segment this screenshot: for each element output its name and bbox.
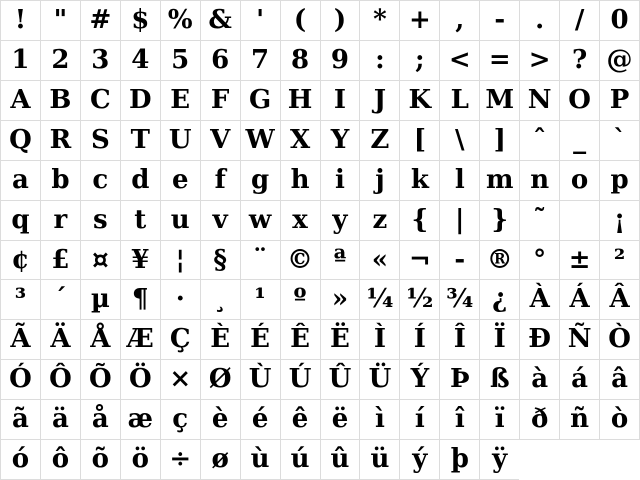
glyph-cell[interactable]: þ	[440, 440, 480, 480]
glyph-cell[interactable]: !	[1, 1, 41, 41]
glyph-cell[interactable]: é	[241, 400, 281, 440]
glyph-cell[interactable]: Ó	[1, 360, 41, 400]
glyph-cell[interactable]: ý	[400, 440, 440, 480]
glyph-cell[interactable]: C	[81, 81, 121, 121]
glyph-cell[interactable]: p	[600, 161, 640, 201]
glyph-cell[interactable]: °	[520, 241, 560, 281]
glyph-cell[interactable]: õ	[81, 440, 121, 480]
glyph-cell[interactable]: »	[321, 280, 361, 320]
glyph-cell[interactable]: 5	[161, 41, 201, 81]
glyph-cell[interactable]: t	[121, 201, 161, 241]
glyph-cell[interactable]: (	[281, 1, 321, 41]
glyph-cell[interactable]: ¼	[360, 280, 400, 320]
glyph-cell[interactable]: Õ	[81, 360, 121, 400]
glyph-cell[interactable]: ³	[1, 280, 41, 320]
glyph-cell[interactable]: V	[201, 121, 241, 161]
missing-cell	[599, 440, 640, 480]
glyph-cell[interactable]: É	[241, 320, 281, 360]
glyph-cell[interactable]: µ	[81, 280, 121, 320]
glyph-cell[interactable]: ¡	[600, 201, 640, 241]
glyph-cell[interactable]: #	[81, 1, 121, 41]
glyph-cell[interactable]: ù	[241, 440, 281, 480]
glyph-cell[interactable]: q	[1, 201, 41, 241]
glyph-cell[interactable]: Æ	[121, 320, 161, 360]
glyph-cell[interactable]: A	[1, 81, 41, 121]
glyph-cell[interactable]: E	[161, 81, 201, 121]
glyph-cell[interactable]: 2	[41, 41, 81, 81]
glyph-cell[interactable]: F	[201, 81, 241, 121]
glyph-cell[interactable]: .	[520, 1, 560, 41]
glyph-cell[interactable]: ?	[560, 41, 600, 81]
glyph-cell[interactable]: ×	[161, 360, 201, 400]
glyph-cell[interactable]: I	[321, 81, 361, 121]
glyph-cell[interactable]: À	[520, 280, 560, 320]
glyph-cell[interactable]: Ú	[281, 360, 321, 400]
glyph-cell[interactable]: ì	[360, 400, 400, 440]
glyph-cell[interactable]: ð	[520, 400, 560, 440]
glyph-cell[interactable]: 7	[241, 41, 281, 81]
glyph-cell[interactable]: ¨	[241, 241, 281, 281]
glyph-cell[interactable]: 8	[281, 41, 321, 81]
glyph-cell[interactable]: |	[440, 201, 480, 241]
glyph-cell[interactable]: Q	[1, 121, 41, 161]
glyph-cell[interactable]: P	[600, 81, 640, 121]
glyph-cell[interactable]: È	[201, 320, 241, 360]
glyph-cell[interactable]: Ä	[41, 320, 81, 360]
glyph-cell[interactable]: W	[241, 121, 281, 161]
glyph-cell[interactable]: z	[360, 201, 400, 241]
glyph-cell[interactable]: T	[121, 121, 161, 161]
glyph-cell[interactable]: %	[161, 1, 201, 41]
glyph-cell[interactable]: D	[121, 81, 161, 121]
glyph-cell[interactable]: ø	[201, 440, 241, 480]
glyph-cell[interactable]: "	[41, 1, 81, 41]
glyph-cell[interactable]: è	[201, 400, 241, 440]
glyph-cell[interactable]: d	[121, 161, 161, 201]
glyph-cell[interactable]: î	[440, 400, 480, 440]
glyph-cell[interactable]: £	[41, 241, 81, 281]
glyph-cell[interactable]: §	[201, 241, 241, 281]
glyph-cell[interactable]: Ý	[400, 360, 440, 400]
glyph-cell[interactable]: Þ	[440, 360, 480, 400]
glyph-cell[interactable]: Ô	[41, 360, 81, 400]
glyph-cell[interactable]: Ã	[1, 320, 41, 360]
glyph-cell[interactable]: ¹	[241, 280, 281, 320]
glyph-cell[interactable]: Ù	[241, 360, 281, 400]
glyph-cell[interactable]: ß	[480, 360, 520, 400]
glyph-cell[interactable]: Í	[400, 320, 440, 360]
glyph-cell[interactable]: ¤	[81, 241, 121, 281]
glyph-cell[interactable]: >	[520, 41, 560, 81]
glyph-cell[interactable]: *	[360, 1, 400, 41]
glyph-cell[interactable]: <	[440, 41, 480, 81]
glyph-cell[interactable]: Ê	[281, 320, 321, 360]
glyph-cell[interactable]: R	[41, 121, 81, 161]
glyph-cell[interactable]: 0	[600, 1, 640, 41]
glyph-cell[interactable]: ó	[1, 440, 41, 480]
glyph-cell[interactable]: c	[81, 161, 121, 201]
glyph-cell[interactable]: N	[520, 81, 560, 121]
glyph-cell[interactable]: Ç	[161, 320, 201, 360]
glyph-cell[interactable]: u	[161, 201, 201, 241]
glyph-cell[interactable]: å	[81, 400, 121, 440]
glyph-cell[interactable]: á	[560, 360, 600, 400]
glyph-cell[interactable]: û	[321, 440, 361, 480]
glyph-cell[interactable]: '	[241, 1, 281, 41]
glyph-cell[interactable]: +	[400, 1, 440, 41]
glyph-cell[interactable]: ã	[1, 400, 41, 440]
glyph-cell[interactable]: _	[560, 121, 600, 161]
glyph-cell[interactable]: Ö	[121, 360, 161, 400]
glyph-cell[interactable]: r	[41, 201, 81, 241]
glyph-cell[interactable]: í	[400, 400, 440, 440]
glyph-cell[interactable]: L	[440, 81, 480, 121]
glyph-cell[interactable]: }	[480, 201, 520, 241]
glyph-cell[interactable]: 4	[121, 41, 161, 81]
glyph-cell[interactable]: /	[560, 1, 600, 41]
glyph-cell[interactable]: Ø	[201, 360, 241, 400]
glyph-cell[interactable]: -	[440, 241, 480, 281]
glyph-cell[interactable]: ¶	[121, 280, 161, 320]
glyph-cell[interactable]: k	[400, 161, 440, 201]
glyph-cell[interactable]: l	[440, 161, 480, 201]
glyph-cell[interactable]: w	[241, 201, 281, 241]
glyph-cell[interactable]: «	[360, 241, 400, 281]
glyph-cell[interactable]: ö	[121, 440, 161, 480]
glyph-cell[interactable]: g	[241, 161, 281, 201]
glyph-cell[interactable]: à	[520, 360, 560, 400]
glyph-cell[interactable]: Î	[440, 320, 480, 360]
glyph-cell[interactable]: ô	[41, 440, 81, 480]
glyph-cell[interactable]: v	[201, 201, 241, 241]
glyph-cell[interactable]: ç	[161, 400, 201, 440]
glyph-cell[interactable]: ´	[41, 280, 81, 320]
glyph-cell[interactable]: J	[360, 81, 400, 121]
glyph-cell[interactable]: 9	[321, 41, 361, 81]
glyph-cell[interactable]: &	[201, 1, 241, 41]
glyph-cell[interactable]: ò	[600, 400, 640, 440]
glyph-cell[interactable]: H	[281, 81, 321, 121]
glyph-cell[interactable]: Ð	[520, 320, 560, 360]
missing-cell	[559, 440, 600, 480]
glyph-cell[interactable]: G	[241, 81, 281, 121]
glyph-cell[interactable]: n	[520, 161, 560, 201]
glyph-cell[interactable]: {	[400, 201, 440, 241]
glyph-cell[interactable]: Ò	[600, 320, 640, 360]
glyph-cell[interactable]: y	[321, 201, 361, 241]
glyph-cell[interactable]: ü	[360, 440, 400, 480]
glyph-cell[interactable]: æ	[121, 400, 161, 440]
glyph-cell[interactable]: ï	[480, 400, 520, 440]
glyph-cell[interactable]: ¾	[440, 280, 480, 320]
glyph-cell[interactable]: Z	[360, 121, 400, 161]
blank-glyph-cell[interactable]	[560, 201, 600, 241]
glyph-cell[interactable]: :	[360, 41, 400, 81]
glyph-cell[interactable]: ¸	[201, 280, 241, 320]
glyph-cell[interactable]: Ï	[480, 320, 520, 360]
glyph-cell[interactable]: Û	[321, 360, 361, 400]
glyph-cell[interactable]: 6	[201, 41, 241, 81]
glyph-cell[interactable]: U	[161, 121, 201, 161]
glyph-cell[interactable]: `	[600, 121, 640, 161]
glyph-cell[interactable]: ñ	[560, 400, 600, 440]
glyph-cell[interactable]: ®	[480, 241, 520, 281]
glyph-cell[interactable]: =	[480, 41, 520, 81]
glyph-cell[interactable]: ½	[400, 280, 440, 320]
glyph-cell[interactable]: ¿	[480, 280, 520, 320]
glyph-cell[interactable]: ]	[480, 121, 520, 161]
glyph-cell[interactable]: i	[321, 161, 361, 201]
glyph-cell[interactable]: o	[560, 161, 600, 201]
glyph-cell[interactable]: ú	[281, 440, 321, 480]
glyph-cell[interactable]: Ñ	[560, 320, 600, 360]
glyph-cell[interactable]: K	[400, 81, 440, 121]
glyph-cell[interactable]: ë	[321, 400, 361, 440]
glyph-cell[interactable]: ˜	[520, 201, 560, 241]
glyph-cell[interactable]: B	[41, 81, 81, 121]
glyph-cell[interactable]: ¢	[1, 241, 41, 281]
glyph-cell[interactable]: Å	[81, 320, 121, 360]
glyph-cell[interactable]: \	[440, 121, 480, 161]
glyph-cell[interactable]: â	[600, 360, 640, 400]
glyph-cell[interactable]: ;	[400, 41, 440, 81]
glyph-cell[interactable]: s	[81, 201, 121, 241]
glyph-cell[interactable]: j	[360, 161, 400, 201]
glyph-cell[interactable]: M	[480, 81, 520, 121]
glyph-cell[interactable]: ©	[281, 241, 321, 281]
glyph-cell[interactable]: $	[121, 1, 161, 41]
glyph-cell[interactable]: ê	[281, 400, 321, 440]
glyph-cell[interactable]: ²	[600, 241, 640, 281]
glyph-cell[interactable]: e	[161, 161, 201, 201]
glyph-cell[interactable]: ·	[161, 280, 201, 320]
glyph-cell[interactable]: a	[1, 161, 41, 201]
glyph-cell[interactable]: Ü	[360, 360, 400, 400]
glyph-cell[interactable]: )	[321, 1, 361, 41]
glyph-cell[interactable]: ¦	[161, 241, 201, 281]
glyph-cell[interactable]: Ë	[321, 320, 361, 360]
glyph-cell[interactable]: 1	[1, 41, 41, 81]
glyph-cell[interactable]: Y	[321, 121, 361, 161]
glyph-cell[interactable]: b	[41, 161, 81, 201]
glyph-cell[interactable]: Â	[600, 280, 640, 320]
glyph-cell[interactable]: f	[201, 161, 241, 201]
glyph-cell[interactable]: ¥	[121, 241, 161, 281]
glyph-cell[interactable]: @	[600, 41, 640, 81]
glyph-cell[interactable]: ÿ	[480, 440, 520, 480]
glyph-cell[interactable]: ª	[321, 241, 361, 281]
glyph-cell[interactable]: º	[281, 280, 321, 320]
glyph-cell[interactable]: X	[281, 121, 321, 161]
glyph-cell[interactable]: Ì	[360, 320, 400, 360]
glyph-cell[interactable]: ÷	[161, 440, 201, 480]
glyph-cell[interactable]: ,	[440, 1, 480, 41]
glyph-cell[interactable]: 3	[81, 41, 121, 81]
glyph-cell[interactable]: x	[281, 201, 321, 241]
glyph-cell[interactable]: h	[281, 161, 321, 201]
glyph-cell[interactable]: m	[480, 161, 520, 201]
glyph-cell[interactable]: S	[81, 121, 121, 161]
glyph-cell[interactable]: [	[400, 121, 440, 161]
glyph-cell[interactable]: ˆ	[520, 121, 560, 161]
missing-cell	[519, 440, 560, 480]
glyph-cell[interactable]: -	[480, 1, 520, 41]
glyph-cell[interactable]: Á	[560, 280, 600, 320]
glyph-cell[interactable]: ä	[41, 400, 81, 440]
glyph-cell[interactable]: O	[560, 81, 600, 121]
glyph-cell[interactable]: ±	[560, 241, 600, 281]
glyph-cell[interactable]: ¬	[400, 241, 440, 281]
